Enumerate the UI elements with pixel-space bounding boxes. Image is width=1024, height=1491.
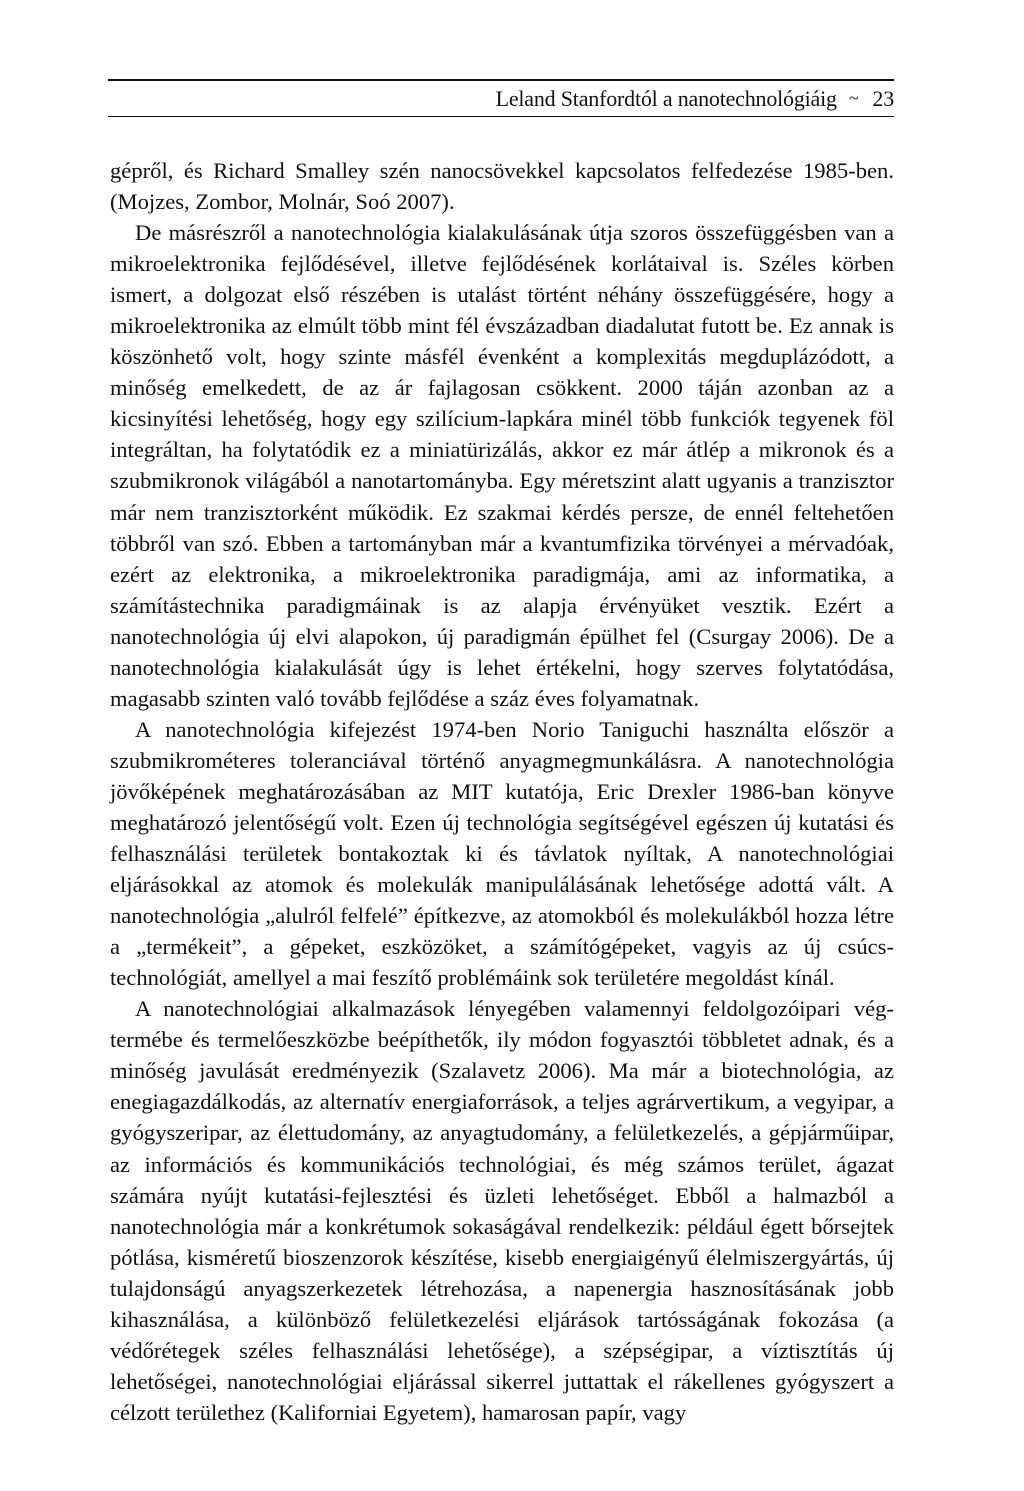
running-title: Leland Stanfordtól a nanotechnológiáig (495, 85, 837, 111)
running-header (108, 79, 894, 117)
paragraph: A nanotechnológiai alkalmazások lényegében valamennyi feldolgozóipari végtermébe és termelőeszközbe beépíthetők, ily módon fogyasztói többletet adnak, és a minőség javulását eredményezik (Szalavetz 2006). Ma már a biotechnológia, az enegiagazdálkodás, az alternatív energiaforrások, a teljes agrárvertikum, a vegyipar, a gyógyszeripar, az élettudomány, az anyagtudomány, a felületkezelés, a gépjárműipar, az információs és kommunikációs technológiai, és még számos terület, ágazat számára nyújt kutatási-fejlesztési és üzleti lehetőséget. Ebből a halmazból a nanotechnológia már a konkrétumok sokaságával rendelkezik: például égett bőrsejtek pótlása, kisméretű bioszenzorok készítése, kisebb energiaigényű élelmiszergyártás, új tulajdonságú anyagszerkezetek létrehozása, a napenergia hasznosításának jobb kihasználása, a különböző felületkezelési eljárások tartósságának fokozása (a védőrétegek széles felhasználási lehetősége), a szépségipar, a víztisztítás új lehetőségei, nanotechnológiai eljárással sikerrel juttattak el rákellenes gyógyszert a célzott területhez (Kaliforniai Egyetem), hamarosan papír, vagy (110, 996, 894, 1425)
paragraph: A nanotechnológia kifejezést 1974-ben Norio Taniguchi használta először a szubmikrométeres toleranciával történő anyagmegmunkálásra. A nanotechnológia jövőképének meghatározásában az MIT kutatója, Eric Drexler 1986-ban könyve meghatározó jelentőségű volt. Ezen új technológia segítségével egészen új kutatási és felhasználási területek bontakoztak ki és távlatok nyíltak, A nanotechnológiai eljárásokkal az atomok és molekulák manipulálásának lehetősége adottá vált. A nanotechnológia „alulról felfelé” építkezve, az atomokból és molekulákból hozza létre a „termékeit”, a gépeket, eszközöket, a számítógépeket, vagyis az új csúcstechnológiát, amellyel a mai feszítő problémáink sok területére megoldást kínál. (110, 716, 894, 991)
paragraph-continued: gépről, és Richard Smalley szén nanocsövekkel kapcsolatos felfedezése 1985-ben. (Mojzes, Zombor, Molnár, Soó 2007). (110, 158, 894, 215)
page-number: 23 (872, 85, 894, 111)
body-text (110, 155, 894, 1428)
header-separator: ~ (848, 88, 859, 108)
paragraph: De másrészről a nanotechnológia kialakulásának útja szoros összefüggésben van a mikroelektronika fejlődésével, illetve fejlődésének korlátaival is. Széles körben ismert, a dolgozat első részében is utalást történt néhány összefüggésére, hogy a mikroelektronika az elmúlt több mint fél évszázadban diadalutat futott be. Ez annak is köszönhető volt, hogy szinte másfél évenként a komplexitás megduplázódott, a minőség emelkedett, de az ár fajlagosan csökkent. 2000 táján azonban az a kicsinyítési lehetőség, hogy egy szilícium-lapkára minél több funkciók tegyenek föl integráltan, ha folytatódik ez a miniatürizálás, akkor ez már átlép a mikronok és a szubmikronok világából a nanotartományba. Egy méretszint alatt ugyanis a tranzisztor már nem tranzisztorként működik. Ez szakmai kérdés persze, de ennél feltehetően többről van szó. Ebben a tartományban már a kvantumfizika törvényei a mérvadóak, ezért az elektronika, a mikroelektronika paradigmája, ami az informatika, a számítástechnika paradigmáinak is az alapja érvényüket vesztik. Ezért a nanotechnológia új elvi alapokon, új paradigmán épülhet fel (Csurgay 2006). De a nanotechnológia kialakulását úgy is lehet értékelni, hogy szerves folytatódása, magasabb szinten való tovább fejlődése a száz éves folyamatnak. (110, 220, 894, 711)
